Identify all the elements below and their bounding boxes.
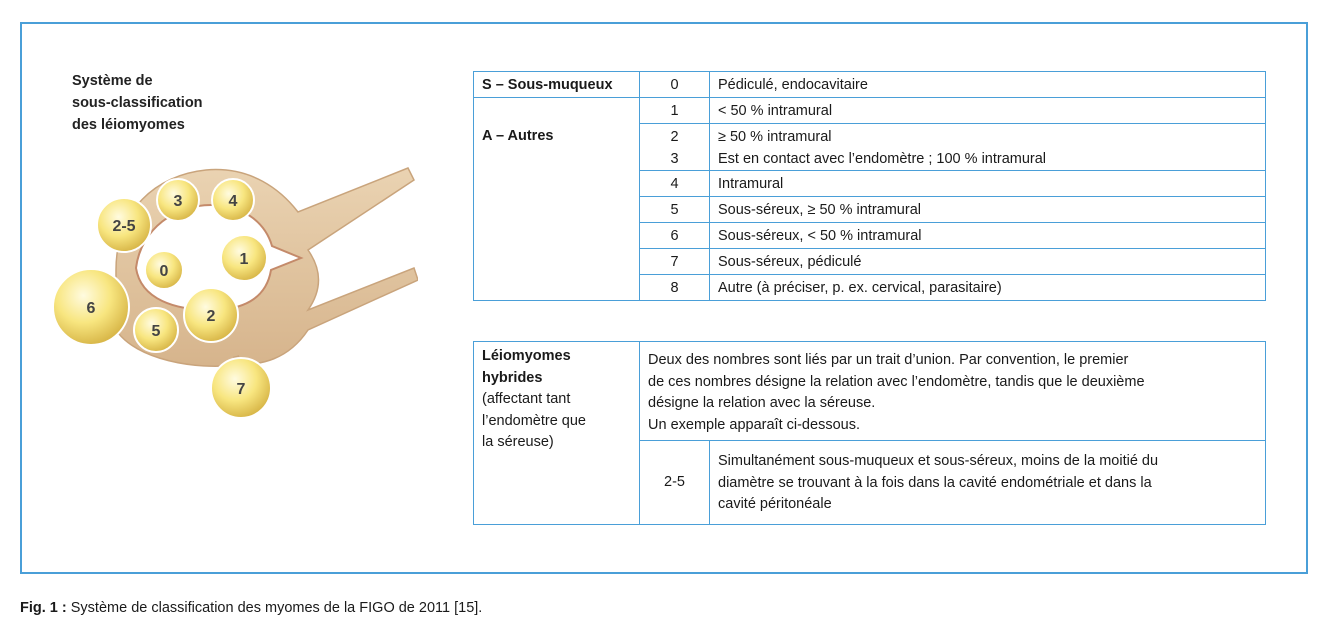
type-code: 7 xyxy=(640,249,710,275)
hybrid-description-line: de ces nombres désigne la relation avec l’endomètre, tandis que le deuxième xyxy=(648,373,1145,390)
uterus-illustration xyxy=(46,150,418,430)
category-other xyxy=(474,98,640,301)
myoma-2-5 xyxy=(97,198,151,252)
myoma-1 xyxy=(221,235,267,281)
type-code: 8 xyxy=(640,275,710,301)
hybrid-example-description xyxy=(710,441,1266,525)
hybrid-heading-bold: Léiomyomes xyxy=(482,348,571,364)
type-code: 5 xyxy=(640,197,710,223)
svg-text:0: 0 xyxy=(159,263,169,280)
type-code: 2 xyxy=(670,129,679,145)
hybrid-description-line: Deux des nombres sont liés par un trait d’union. Par convention, le premier xyxy=(648,352,1129,368)
type-description: Intramural xyxy=(710,171,1266,197)
svg-text:4: 4 xyxy=(228,193,238,210)
type-description: < 50 % intramural xyxy=(710,98,1266,124)
type-code: 1 xyxy=(640,98,710,124)
myoma-4 xyxy=(212,179,254,221)
type-code: 0 xyxy=(640,72,710,98)
category-other-label: A – Autres xyxy=(482,128,554,144)
type-code-pair xyxy=(640,124,710,171)
type-description: Autre (à préciser, p. ex. cervical, parasitaire) xyxy=(710,275,1266,301)
hybrid-example-line: Simultanément sous-muqueux et sous-séreux, moins de la moitié du xyxy=(718,453,1159,469)
category-submucosal: S – Sous-muqueux xyxy=(474,72,640,98)
svg-text:7: 7 xyxy=(236,381,246,398)
table-row xyxy=(474,342,1266,441)
myoma-2 xyxy=(184,288,238,342)
type-description: Sous-séreux, pédiculé xyxy=(710,249,1266,275)
table-row xyxy=(474,98,1266,124)
type-code: 4 xyxy=(640,171,710,197)
table-row xyxy=(474,72,1266,98)
classification-table xyxy=(473,71,1266,301)
type-description: Est en contact avec l’endomètre ; 100 % intramural xyxy=(718,151,1047,167)
hybrid-description xyxy=(640,342,1266,441)
caption-label: Fig. 1 : xyxy=(20,600,67,616)
type-description: ≥ 50 % intramural xyxy=(718,129,832,145)
type-description: Sous-séreux, ≥ 50 % intramural xyxy=(710,197,1266,223)
myoma-7 xyxy=(211,358,271,418)
hybrid-heading-note: la séreuse) xyxy=(482,434,554,450)
hybrid-example-line: cavité péritonéale xyxy=(718,496,832,512)
figure-title xyxy=(72,70,292,136)
type-description: Pédiculé, endocavitaire xyxy=(710,72,1266,98)
hybrid-table xyxy=(473,341,1266,525)
svg-text:1: 1 xyxy=(239,251,249,268)
hybrid-heading-bold: hybrides xyxy=(482,369,543,386)
figure-caption xyxy=(20,600,482,616)
myoma-0 xyxy=(145,251,183,289)
hybrid-example-code: 2-5 xyxy=(640,441,710,525)
svg-text:2: 2 xyxy=(206,308,216,325)
type-code: 3 xyxy=(670,151,679,167)
svg-text:6: 6 xyxy=(86,300,96,317)
myoma-6 xyxy=(53,269,129,345)
svg-text:5: 5 xyxy=(151,323,161,340)
svg-text:2-5: 2-5 xyxy=(112,218,136,235)
hybrid-example-line: diamètre se trouvant à la fois dans la cavité endométriale et dans la xyxy=(718,474,1152,491)
myoma-5 xyxy=(134,308,178,352)
hybrid-heading xyxy=(474,342,640,525)
hybrid-heading-note: (affectant tant xyxy=(482,391,571,407)
hybrid-description-line: désigne la relation avec la séreuse. xyxy=(648,395,876,411)
type-code: 6 xyxy=(640,223,710,249)
myoma-3 xyxy=(157,179,199,221)
figure-title-line: sous-classification xyxy=(72,95,203,111)
figure-title-line: Système de xyxy=(72,73,153,89)
hybrid-description-line: Un exemple apparaît ci-dessous. xyxy=(648,416,860,433)
svg-text:3: 3 xyxy=(173,193,183,210)
figure-title-line: des léiomyomes xyxy=(72,117,185,133)
type-description: Sous-séreux, < 50 % intramural xyxy=(710,223,1266,249)
type-description-pair xyxy=(710,124,1266,171)
caption-text: Système de classification des myomes de la FIGO de 2011 [15]. xyxy=(66,600,483,616)
hybrid-heading-note: l’endomètre que xyxy=(482,412,586,429)
